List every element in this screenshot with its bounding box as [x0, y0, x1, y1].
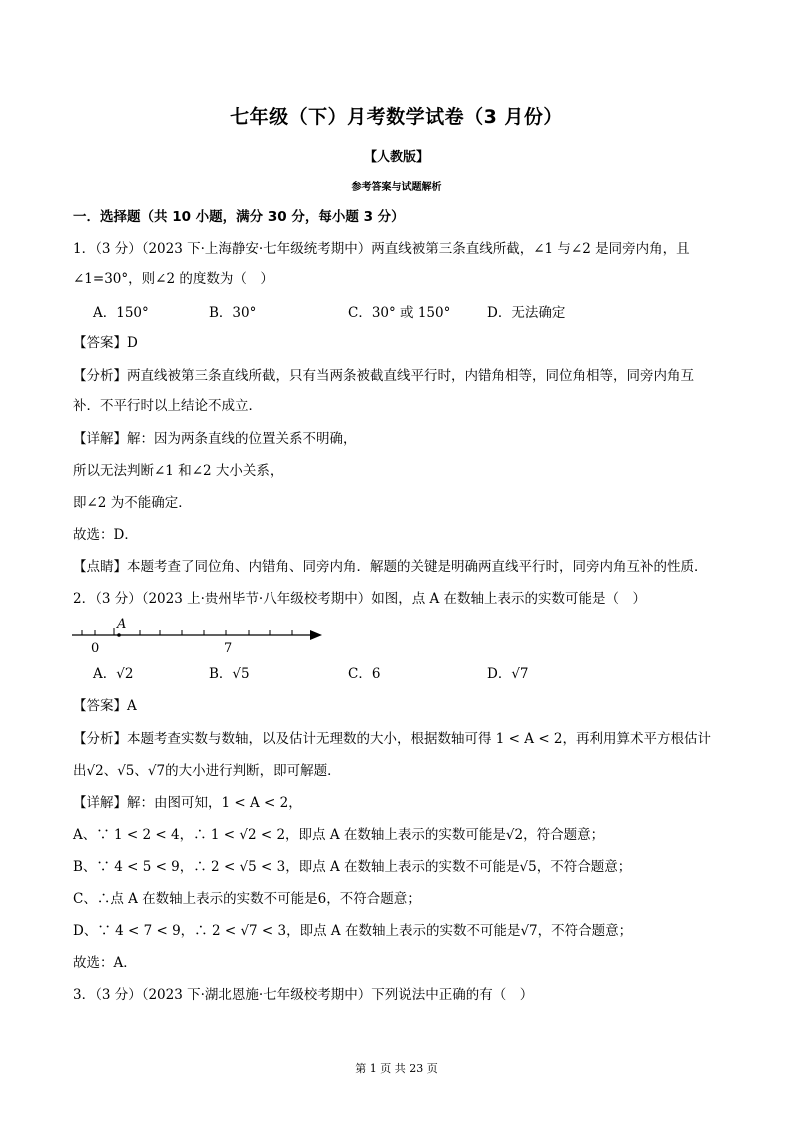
q1-option-a: A．150° [93, 305, 149, 321]
page-title: 七年级（下）月考数学试卷（3 月份） [230, 106, 563, 128]
number-line-arrow [310, 630, 322, 640]
q2-detail-line1: 【详解】解：由图可知，1 < A < 2， [73, 795, 302, 811]
edition-label: 【人教版】 [363, 150, 429, 165]
q1-choice: 故选：D． [73, 527, 138, 543]
q3-stem-line1: 3．（3 分）（2023 下·湖北恩施·七年级校考期中）下列说法中正确的有（ ） [73, 987, 534, 1003]
q1-stem-line1: 1．（3 分）（2023 下·上海静安·七年级统考期中）两直线被第三条直线所截，∠1 与∠2 是同旁内角，且 [73, 241, 690, 257]
q2-detail-b: B、∵ 4 < 5 < 9，∴ 2 < √5 < 3，即点 A 在数轴上表示的实数不可能是√5，不符合题意； [73, 859, 632, 875]
number-line-svg [70, 615, 330, 657]
q2-option-b: B．√5 [209, 666, 250, 682]
q1-stem-line2: ∠1=30°，则∠2 的度数为（ ） [73, 271, 274, 287]
q2-detail-c: C、∴点 A 在数轴上表示的实数不可能是6，不符合题意； [73, 891, 421, 907]
point-a-marker [117, 633, 121, 637]
q1-detail-line3: 即∠2 为不能确定． [73, 495, 192, 511]
q2-stem-line1: 2．（3 分）（2023 上·贵州毕节·八年级校考期中）如图，点 A 在数轴上表示的实数可能是（ ） [73, 591, 647, 607]
q2-detail-a: A、∵ 1 < 2 < 4，∴ 1 < √2 < 2，即点 A 在数轴上表示的实数可能是√2，符合题意； [73, 827, 605, 843]
q2-analysis-line1: 【分析】本题考查实数与数轴，以及估计无理数的大小，根据数轴可得 1 < A < 2，再利用算术平方根估计 [73, 731, 712, 747]
q2-detail-d: D、∵ 4 < 7 < 9，∴ 2 < √7 < 3，即点 A 在数轴上表示的实数不可能是√7，不符合题意； [73, 923, 633, 939]
q2-option-d: D．√7 [487, 666, 529, 682]
q2-choice: 故选：A． [73, 955, 137, 971]
q1-option-b: B．30° [209, 305, 257, 321]
q1-analysis-line2: 补．不平行时以上结论不成立． [73, 398, 262, 414]
section-heading: 一．选择题（共 10 小题，满分 30 分，每小题 3 分） [73, 209, 405, 225]
zero-label: 0 [91, 641, 100, 656]
q1-option-c: C．30° 或 150° [348, 305, 451, 321]
page-footer: 第 1 页 共 23 页 [355, 1062, 438, 1075]
q1-analysis-line1: 【分析】两直线被第三条直线所截，只有当两条被截直线平行时，内错角相等，同位角相等，同旁内角互 [73, 368, 694, 384]
q1-detail-line2: 所以无法判断∠1 和∠2 大小关系， [73, 463, 284, 479]
q1-detail-line1: 【详解】解：因为两条直线的位置关系不明确， [73, 431, 357, 447]
q1-answer: 【答案】D [73, 335, 138, 351]
q2-analysis-line2: 出√2、√5、√7的大小进行判断，即可解题． [73, 763, 341, 779]
q2-option-c: C．6 [348, 666, 381, 682]
q1-option-d: D．无法确定 [487, 305, 566, 321]
q1-comment: 【点睛】本题考查了同位角、内错角、同旁内角．解题的关键是明确两直线平行时，同旁内角互补的性质． [73, 559, 708, 575]
q2-option-a: A．√2 [93, 666, 134, 682]
q2-answer: 【答案】A [73, 698, 137, 714]
point-a-label: A [117, 617, 127, 632]
seven-label: 7 [224, 641, 233, 656]
number-line-figure [70, 615, 330, 661]
answer-subtitle: 参考答案与试题解析 [351, 182, 442, 193]
